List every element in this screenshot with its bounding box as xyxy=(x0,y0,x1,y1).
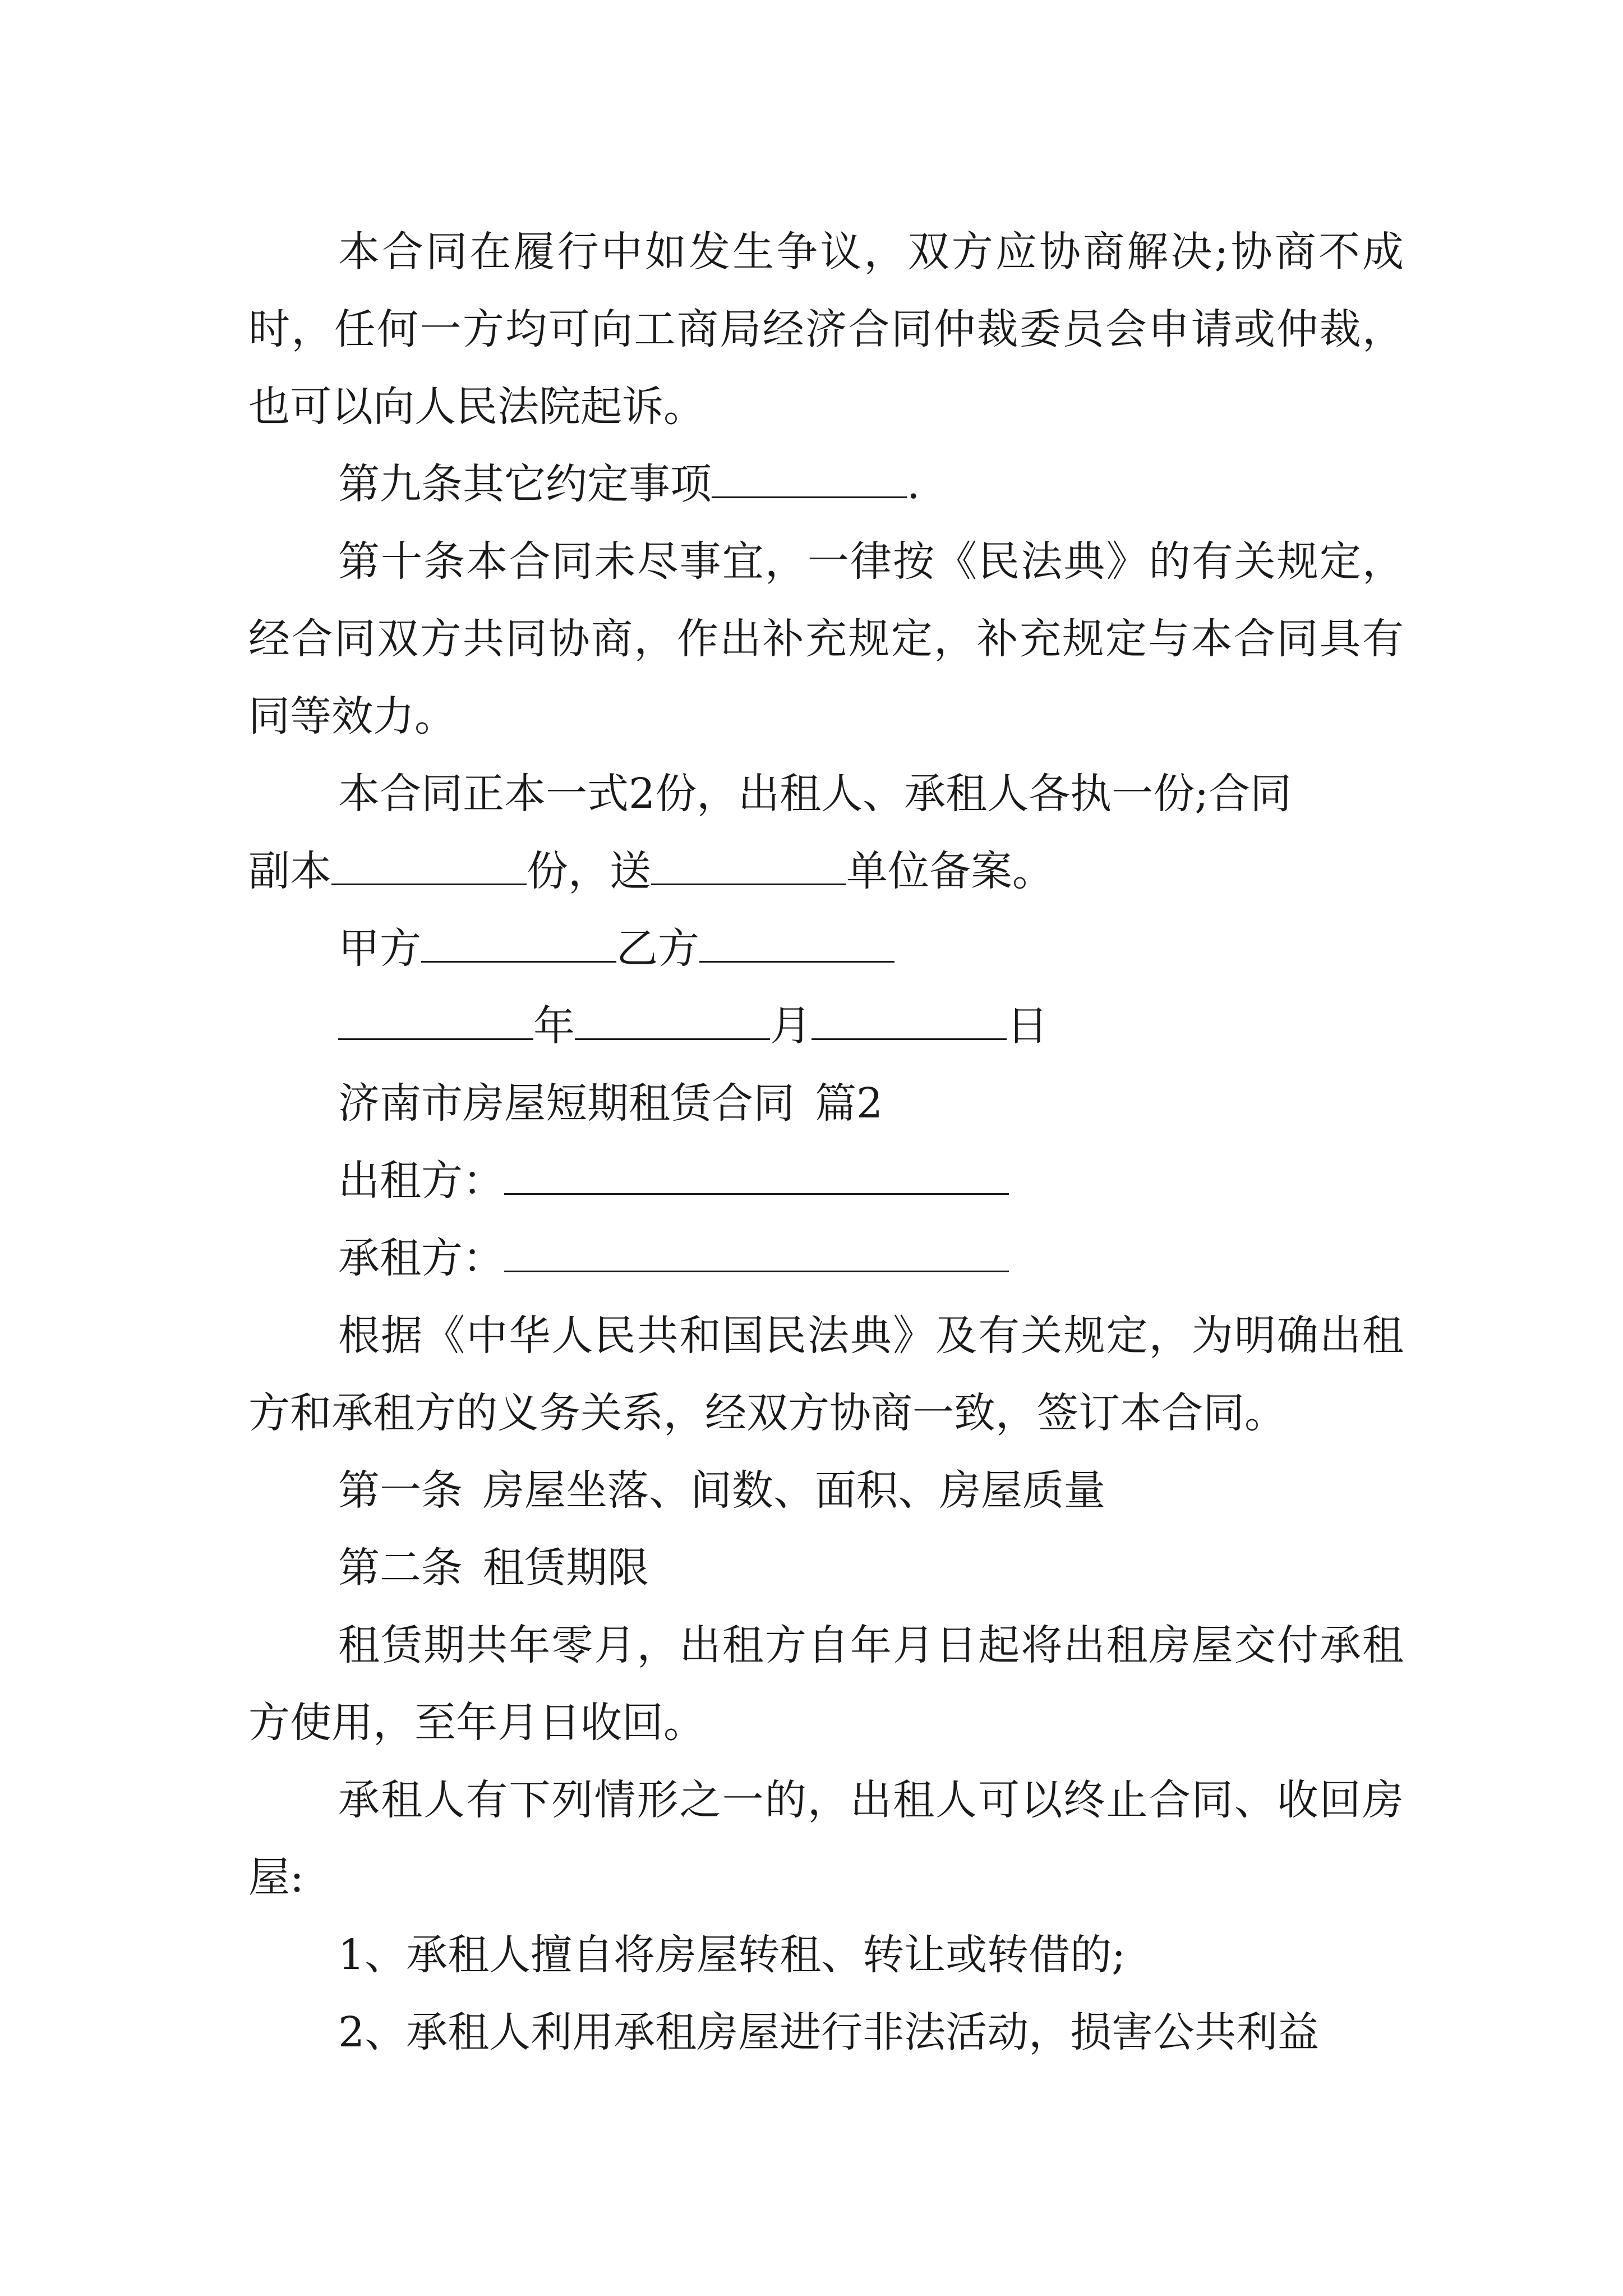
copies-clause-line2 xyxy=(248,832,1404,910)
copies-clause-line1: 本合同正本一式2份，出租人、承租人各执一份;合同 xyxy=(338,770,1292,818)
dispute-clause: 本合同在履行中如发生争议，双方应协商解决;协商不成时，任何一方均可向工商局经济合同仲裁委员会申请或仲裁，也可以向人民法院起诉。 xyxy=(248,228,1404,431)
day-label: 日 xyxy=(1007,1002,1048,1050)
article-1 xyxy=(248,1452,1404,1529)
termination-clause: 承租人有下列情形之一的，出租人可以终止合同、收回房屋: xyxy=(248,1776,1404,1902)
section-heading-suffix: 篇2 xyxy=(815,1079,883,1128)
copies-text-a: 副本 xyxy=(248,847,331,895)
preamble: 根据《中华人民共和国民法典》及有关规定，为明确出租方和承租方的义务关系，经双方协商一致，签订本合同。 xyxy=(248,1312,1404,1437)
section-heading-title: 济南市房屋短期租赁合同 xyxy=(338,1079,795,1128)
lessor-label: 出租方： xyxy=(338,1157,504,1205)
article-1-label: 第一条 xyxy=(338,1466,463,1515)
filing-unit-blank[interactable] xyxy=(651,851,846,885)
article-9-end: . xyxy=(907,460,920,508)
signature-line xyxy=(248,910,1404,987)
list-item: 2、承租人利用承租房屋进行非法活动，损害公共利益 xyxy=(338,2008,1320,2056)
list-item: 1、承租人擅自将房屋转租、转让或转借的; xyxy=(338,1931,1126,1979)
party-a-blank[interactable] xyxy=(421,928,616,963)
article-9-text: 第九条其它约定事项 xyxy=(338,460,712,508)
copies-text-c: 单位备案。 xyxy=(846,847,1054,895)
party-a-label: 甲方 xyxy=(338,924,421,973)
lessor-blank[interactable] xyxy=(504,1161,1009,1195)
copies-text-b: 份，送 xyxy=(527,847,651,895)
date-line xyxy=(248,987,1404,1065)
day-blank[interactable] xyxy=(811,1006,1007,1040)
article-9-blank[interactable] xyxy=(712,464,907,498)
lease-term: 租赁期共年零月，出租方自年月日起将出租房屋交付承租方使用，至年月日收回。 xyxy=(248,1621,1404,1747)
party-b-label: 乙方 xyxy=(616,924,699,973)
year-blank[interactable] xyxy=(338,1006,533,1040)
document-body xyxy=(248,213,1404,2071)
article-2 xyxy=(248,1529,1404,1607)
copies-count-blank[interactable] xyxy=(331,851,527,885)
lessee-line xyxy=(248,1220,1404,1297)
article-1-title: 房屋坐落、间数、面积、房屋质量 xyxy=(483,1466,1105,1515)
lessee-label: 承租方： xyxy=(338,1234,504,1282)
article-9 xyxy=(248,445,1404,523)
section-heading xyxy=(248,1065,1404,1142)
article-2-title: 租赁期限 xyxy=(483,1544,649,1592)
month-label: 月 xyxy=(770,1002,811,1050)
article-2-label: 第二条 xyxy=(338,1544,463,1592)
party-b-blank[interactable] xyxy=(699,928,895,963)
month-blank[interactable] xyxy=(575,1006,770,1040)
lessor-line xyxy=(248,1142,1404,1220)
lessee-blank[interactable] xyxy=(504,1238,1009,1272)
article-10: 第十条本合同未尽事宜，一律按《民法典》的有关规定，经合同双方共同协商，作出补充规定，补充规定与本合同具有同等效力。 xyxy=(248,537,1404,740)
year-label: 年 xyxy=(533,1002,575,1050)
